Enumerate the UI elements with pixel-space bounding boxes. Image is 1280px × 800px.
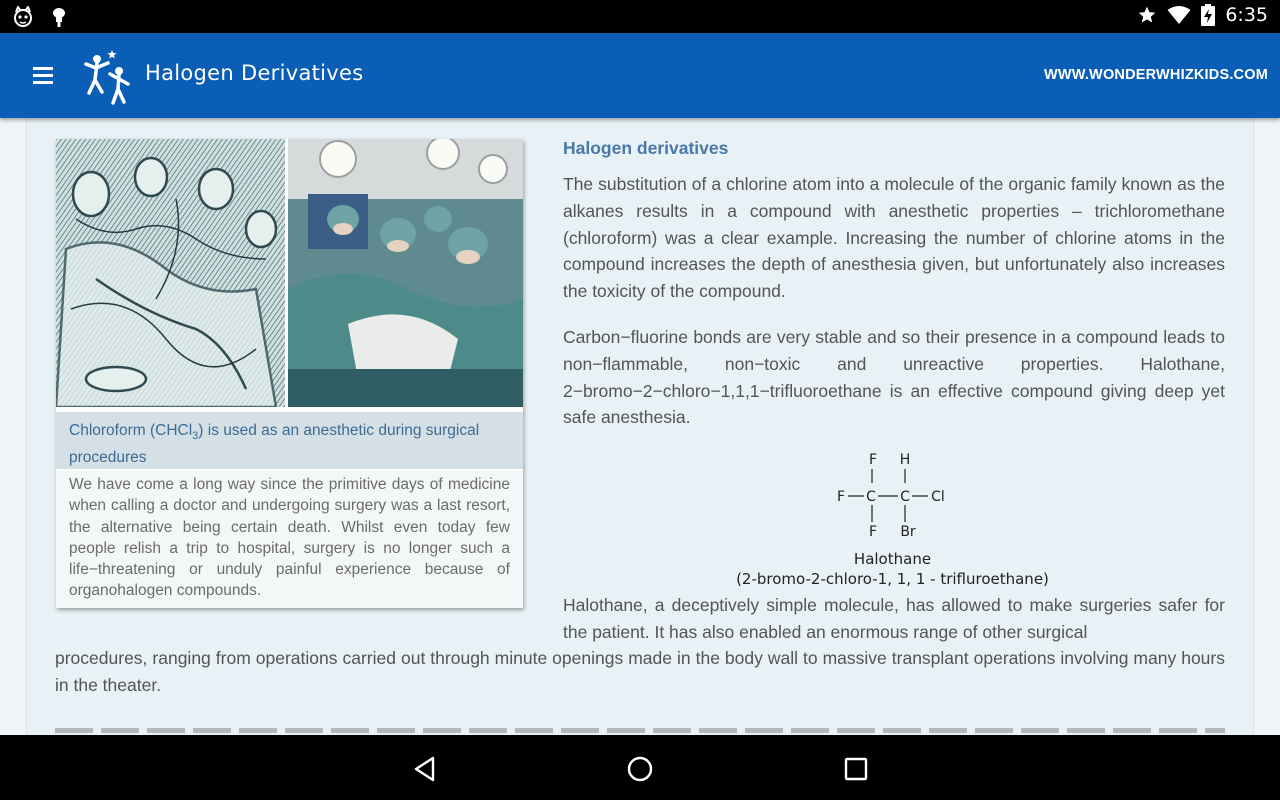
paragraph-3-continued: procedures, ranging from operations carried out through minute openings made in the body wall to massive transplant operations involving many hours in the theater. <box>55 648 1225 695</box>
back-icon[interactable] <box>411 755 439 783</box>
figure-photos <box>56 139 523 407</box>
historical-surgery-engraving <box>56 139 285 407</box>
paragraph-2: Carbon−fluorine bonds are very stable and so their presence in a compound leads to non−flammable, non−toxic and unreactive properties. Halothane, 2−bromo−2−chloro−1,1,1−trifluoroethane is an effective compound giving deep yet safe anesthesia. <box>563 327 1225 428</box>
molecule-name: Halothane <box>853 550 932 568</box>
figure-description <box>56 471 523 608</box>
wonderwhizkids-logo <box>78 46 138 106</box>
menu-line-icon <box>33 81 53 84</box>
figure-description-text: We have come a long way since the primitive days of medicine when calling a doctor and undergoing surgery was a last resort, the alternative being certain death. Whilst even today few people relish a trip to hospital, surgery is no longer such a life−threatening or unduly painful experience because of organohalogen compounds. <box>69 476 510 600</box>
modern-operating-room-photo <box>288 139 523 407</box>
paragraph-3-start: Halothane, a deceptively simple molecule, has allowed to make surgeries safer for the patient. It has also enabled an enormous range of other surgical <box>563 595 1225 642</box>
molecule-iupac-name: (2-bromo-2-chloro-1, 1, 1 - trifluroethane) <box>736 570 1049 588</box>
wifi-icon <box>1167 5 1191 25</box>
content-area[interactable] <box>0 118 1280 735</box>
website-link[interactable]: WWW.WONDERWHIZKIDS.COM <box>1043 67 1268 83</box>
figure-card <box>56 139 523 608</box>
atom-cl-right: Cl <box>931 489 945 505</box>
section-heading: Halogen derivatives <box>563 138 729 158</box>
atom-c2: C <box>900 489 910 505</box>
status-bar <box>0 0 1280 33</box>
app-title: Halogen Derivatives <box>145 61 364 85</box>
atom-c1: C <box>866 489 876 505</box>
battery-charging-icon <box>1201 4 1215 26</box>
atom-f-bottom: F <box>868 524 878 540</box>
figure-caption <box>56 412 523 469</box>
figure-caption-text: Chloroform (CHCl$_3$) is used as an anesthetic during surgical procedures <box>69 422 480 467</box>
hamburger-menu-button[interactable] <box>30 64 56 86</box>
android-debug-icon <box>50 6 68 28</box>
star-icon <box>1137 5 1157 25</box>
status-left-icons <box>12 6 68 28</box>
clock: 6:35 <box>1225 4 1268 26</box>
halothane-structure-diagram <box>820 450 960 542</box>
atom-br-bottom: Br <box>900 524 916 540</box>
atom-f-top: F <box>868 452 878 468</box>
menu-line-icon <box>33 67 53 70</box>
recents-icon[interactable] <box>842 755 870 783</box>
cat-notification-icon <box>12 6 34 28</box>
system-navigation-bar <box>0 735 1280 800</box>
status-right-icons <box>1137 4 1268 26</box>
atom-h-top: H <box>899 452 911 468</box>
paragraph-1: The substitution of a chlorine atom into a molecule of the organic family known as the alkanes results in a compound with anesthetic properties – trichloromethane (chloroform) was a clear example. Increasing the number of chlorine atoms in the compound increases the depth of anesthesia given, but unfortunately also increases the toxicity of the compound. <box>563 174 1225 302</box>
home-icon[interactable] <box>626 755 654 783</box>
atom-f-left: F <box>836 489 846 505</box>
next-paragraph-cutoff <box>55 719 1225 733</box>
molecule-label <box>700 549 1085 589</box>
menu-line-icon <box>33 74 53 77</box>
app-bar <box>0 33 1280 118</box>
